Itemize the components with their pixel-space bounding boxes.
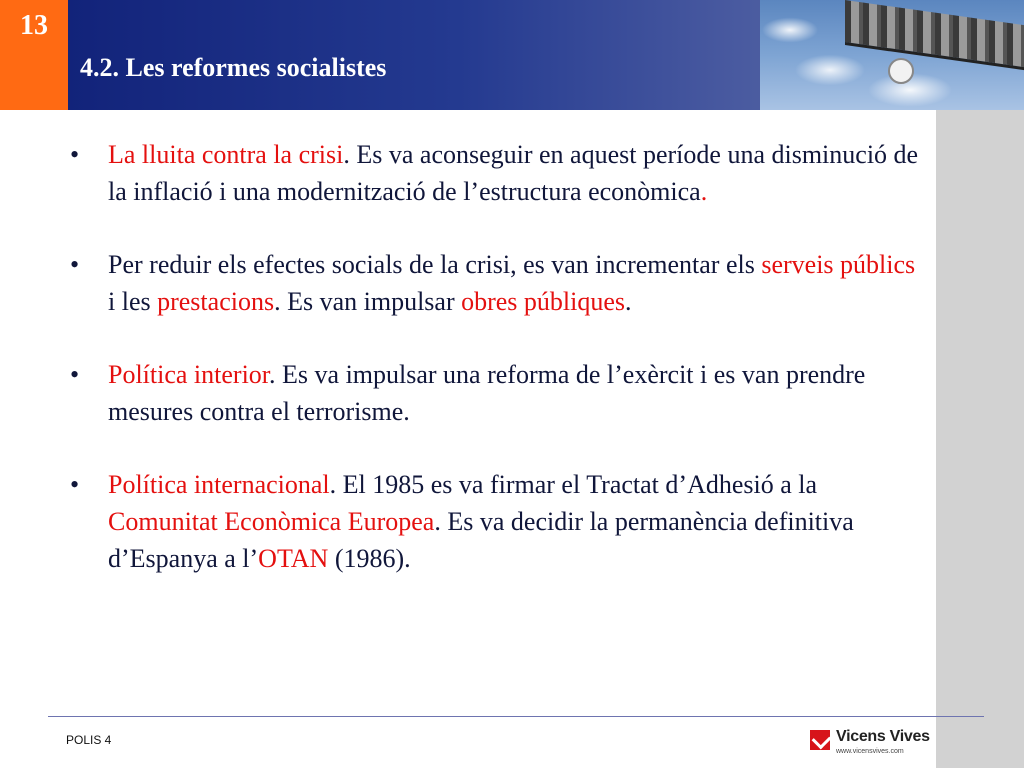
bullet-dot: •	[70, 360, 80, 389]
bullet-item	[70, 136, 925, 210]
logo-url: www.vicensvives.com	[836, 748, 904, 755]
bullet-dot: •	[70, 140, 80, 169]
bullet-text: Política interior. Es va impulsar una reforma de l’exèrcit i es van prendre mesures contra el terrorisme.	[108, 360, 866, 426]
footer-divider	[48, 716, 984, 717]
publisher-logo	[810, 728, 940, 760]
bullet-list	[70, 136, 925, 613]
bullet-text: La lluita contra la crisi. Es va aconseguir en aquest període una disminució de la inflació i una modernització de l’estructura econòmica.	[108, 140, 919, 206]
logo-name: Vicens Vives	[836, 728, 930, 745]
bullet-item	[70, 246, 925, 320]
slide-title: 4.2. Les reformes socialistes	[80, 53, 387, 82]
bullet-item	[70, 356, 925, 430]
header-space-photo	[760, 0, 1024, 110]
bullet-text: Política internacional. El 1985 es va firmar el Tractat d’Adhesió a la Comunitat Econòmica Europea. Es va decidir la permanència definitiva d’Espanya a l’OTAN (1986).	[108, 470, 854, 573]
bullet-item	[70, 466, 925, 577]
page-number: 13	[0, 0, 68, 110]
right-side-bar	[936, 110, 1024, 768]
bullet-text: Per reduir els efectes socials de la crisi, es van incrementar els serveis públics i les prestacions. Es van impulsar obres públiques.	[108, 250, 916, 316]
space-station-truss	[845, 0, 1024, 72]
bullet-dot: •	[70, 250, 80, 279]
astronaut	[888, 58, 914, 84]
logo-check-icon	[810, 730, 830, 750]
footer-book-label: POLIS 4	[66, 733, 112, 747]
bullet-dot: •	[70, 470, 80, 499]
